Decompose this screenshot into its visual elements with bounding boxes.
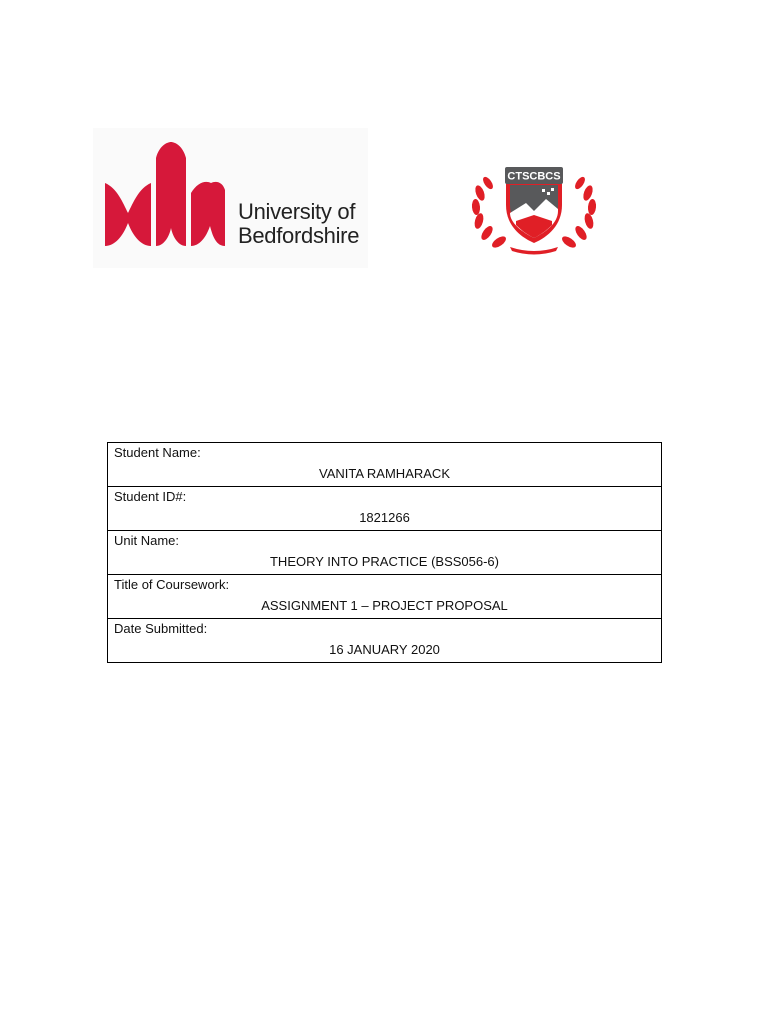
table-row — [108, 619, 662, 663]
table-row — [108, 575, 662, 619]
student-id-label: Student ID#: — [114, 489, 187, 504]
date-submitted-value: 16 JANUARY 2020 — [329, 642, 440, 657]
unit-name-label: Unit Name: — [114, 533, 180, 548]
svg-text:CTSCBCS: CTSCBCS — [507, 170, 561, 183]
university-logo — [93, 128, 368, 268]
unit-name-value: THEORY INTO PRACTICE (BSS056-6) — [269, 554, 499, 569]
cover-info-table — [107, 442, 662, 663]
table-cell — [108, 443, 662, 487]
university-name — [238, 200, 359, 248]
table-cell — [108, 531, 662, 575]
university-name-line2: Bedfordshire — [238, 223, 360, 248]
coursework-title-value: ASSIGNMENT 1 – PROJECT PROPOSAL — [261, 598, 508, 613]
date-submitted-label: Date Submitted: — [114, 621, 208, 636]
table-cell — [108, 575, 662, 619]
table-cell — [108, 487, 662, 531]
table-cell — [108, 619, 662, 663]
crest-emblem-icon — [470, 155, 598, 255]
university-name-line1: University of — [238, 199, 356, 224]
student-name-label: Student Name: — [114, 445, 201, 460]
student-name-value: VANITA RAMHARACK — [319, 466, 450, 481]
student-id-value: 1821266 — [359, 510, 410, 525]
table-row — [108, 487, 662, 531]
table-row — [108, 443, 662, 487]
coursework-title-label: Title of Coursework: — [114, 577, 230, 592]
ctscbcs-crest — [470, 155, 598, 255]
table-row — [108, 531, 662, 575]
